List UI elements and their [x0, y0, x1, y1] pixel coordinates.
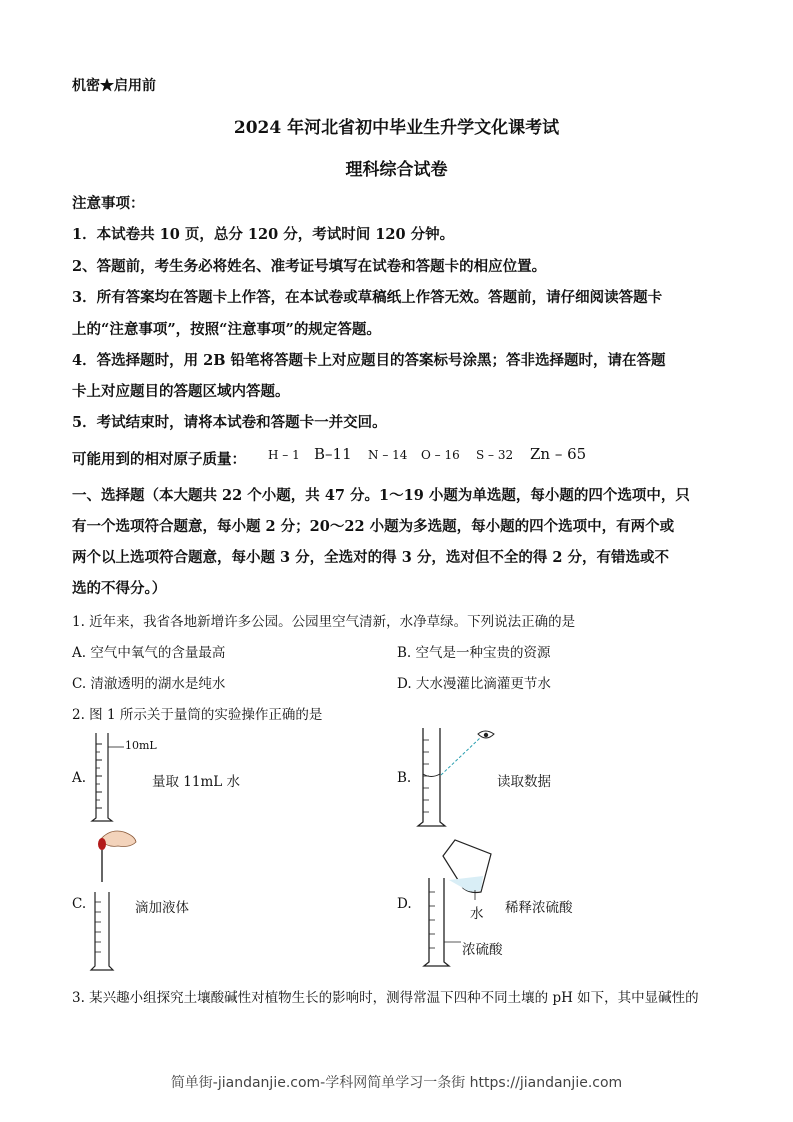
question-1-option-d: D. 大水漫灌比滴灌更节水 [397, 676, 551, 692]
question-1-option-a: A. 空气中氧气的含量最高 [72, 645, 226, 661]
question-2-option-d-text: 稀释浓硫酸 [505, 900, 573, 916]
cylinder-10ml-mark: 10mL [125, 739, 157, 752]
sulfuric-acid-label: 浓硫酸 [462, 942, 503, 958]
question-1-stem: 1. 近年来，我省各地新增许多公园。公园里空气清新，水净草绿。下列说法正确的是 [72, 614, 576, 630]
notes-heading: 注意事项： [72, 195, 145, 212]
note-item: 1．本试卷共 10 页，总分 120 分，考试时间 120 分钟。 [72, 226, 455, 243]
question-2-option-a-letter: A. [72, 770, 87, 786]
section-instructions: 两个以上选项符合题意，每小题 3 分，全选对的得 3 分，选对但不全的得 2 分，有错选或不 [72, 549, 670, 566]
question-3-stem: 3. 某兴趣小组探究土壤酸碱性对植物生长的影响时，测得常温下四种不同土壤的 pH 如下，其中显碱性的 [72, 990, 699, 1006]
paper-title: 理科综合试卷 [345, 160, 448, 180]
atomic-mass-label: 可能用到的相对原子质量： [72, 451, 246, 468]
question-2-option-c-text: 滴加液体 [135, 900, 189, 916]
question-2-option-a-text: 量取 11mL 水 [152, 774, 241, 790]
atomic-mass-b: B–11 [314, 445, 352, 463]
note-item: 5．考试结束时，请将本试卷和答题卡一并交回。 [72, 414, 387, 431]
atomic-mass-s: S – 32 [476, 448, 514, 462]
question-2-option-c-letter: C. [72, 896, 87, 912]
atomic-mass-zn: Zn – 65 [530, 445, 587, 463]
section-instructions: 一、选择题（本大题共 22 个小题，共 47 分。1～19 小题为单选题，每小题的四个选项中，只 [72, 487, 690, 504]
question-2-option-b-letter: B. [397, 770, 412, 786]
question-2-stem: 2. 图 1 所示关于量筒的实验操作正确的是 [72, 707, 323, 723]
confidential-label: 机密★启用前 [72, 78, 156, 94]
atomic-mass-h: H – 1 [268, 448, 300, 462]
note-item: 2、答题前，考生务必将姓名、准考证号填写在试卷和答题卡的相应位置。 [72, 258, 547, 275]
note-item: 上的“注意事项”，按照“注意事项”的规定答题。 [72, 321, 381, 338]
question-1-option-b: B. 空气是一种宝贵的资源 [397, 645, 551, 661]
section-instructions: 选的不得分。） [72, 580, 167, 597]
exam-title: 2024 年河北省初中毕业生升学文化课考试 [233, 118, 560, 138]
question-2-option-d-letter: D. [397, 896, 412, 912]
section-instructions: 有一个选项符合题意，每小题 2 分；20～22 小题为多选题，每小题的四个选项中，有两个或 [72, 518, 675, 535]
atomic-mass-n: N – 14 [368, 448, 408, 462]
atomic-mass-o: O – 16 [421, 448, 460, 462]
note-item: 3．所有答案均在答题卡上作答，在本试卷或草稿纸上作答无效。答题前，请仔细阅读答题卡 [72, 289, 663, 306]
note-item: 4．答选择题时，用 2B 铅笔将答题卡上对应题目的答案标号涂黑；答非选择题时，请在答题 [72, 352, 666, 369]
question-1-option-c: C. 清澈透明的湖水是纯水 [72, 676, 226, 692]
question-2-option-b-text: 读取数据 [497, 774, 551, 790]
footer-watermark: 简单街-jiandanjie.com-学科网简单学习一条街 https://jiandanjie.com [170, 1075, 623, 1091]
note-item: 卡上对应题目的答题区域内答题。 [72, 383, 290, 400]
water-label: 水 [470, 906, 484, 922]
